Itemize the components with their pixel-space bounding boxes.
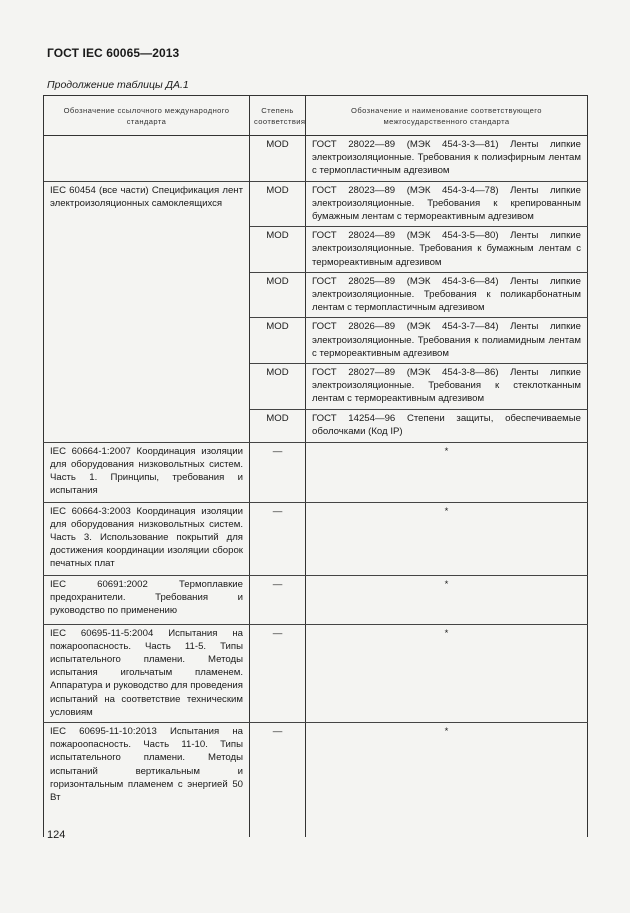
- col-header-degree: Степень соответствия: [250, 96, 306, 136]
- reference-standards-table: [43, 95, 588, 837]
- interstate-standard-cell: *: [306, 442, 588, 502]
- table-row: [44, 575, 588, 624]
- degree-cell: MOD: [250, 318, 306, 364]
- interstate-standard-cell: ГОСТ 28026—89 (МЭК 454-3-7—84) Ленты липкие электроизоляционные. Требования к полиамидным лентам с термореактивным адгезивом: [306, 318, 588, 364]
- table-header-row: [44, 96, 588, 136]
- interstate-standard-cell: ГОСТ 28023—89 (МЭК 454-3-4—78) Ленты липкие электроизоляционные. Требования к крепированным бумажным лентам с термореактивным адгезивом: [306, 181, 588, 227]
- table-row: [44, 442, 588, 502]
- document-title: ГОСТ IEC 60065—2013: [47, 46, 180, 60]
- table-row: [44, 136, 588, 182]
- table-row: [44, 181, 588, 227]
- interstate-standard-cell: ГОСТ 28024—89 (МЭК 454-3-5—80) Ленты липкие электроизоляционные. Требования к бумажным лентам с термореактивным адгезивом: [306, 227, 588, 273]
- intl-standard-cell: IEC 60695-11-10:2013 Испытания на пожароопасность. Часть 11-10. Типы испытательного пламени. Методы испытаний вертикальным и горизонтальным пламенем с энергией 50 Вт: [44, 723, 250, 837]
- table-caption: Продолжение таблицы ДА.1: [47, 79, 189, 91]
- degree-cell: MOD: [250, 181, 306, 227]
- degree-cell: MOD: [250, 227, 306, 273]
- intl-standard-cell: IEC 60695-11-5:2004 Испытания на пожароопасность. Часть 11-5. Типы испытательного пламени. Методы испытания игольчатым пламенем. Аппаратура и руководство для проведения испытаний на соответствие техническим условиям: [44, 624, 250, 722]
- interstate-standard-cell: *: [306, 624, 588, 722]
- intl-standard-cell: [44, 136, 250, 182]
- table-row: [44, 624, 588, 722]
- degree-cell: MOD: [250, 409, 306, 442]
- intl-standard-cell: IEC 60454 (все части) Спецификация лент электроизоляционных самоклеящихся: [44, 181, 250, 442]
- interstate-standard-cell: ГОСТ 28022—89 (МЭК 454-3-3—81) Ленты липкие электроизоляционные. Требования к полиэфирным лентам с термопластичным адгезивом: [306, 136, 588, 182]
- interstate-standard-cell: ГОСТ 28027—89 (МЭК 454-3-8—86) Ленты липкие электроизоляционные. Требования к стеклотканным лентам с термореактивным адгезивом: [306, 364, 588, 410]
- degree-cell: —: [250, 502, 306, 575]
- interstate-standard-cell: ГОСТ 28025—89 (МЭК 454-3-6—84) Ленты липкие электроизоляционные. Требования к поликарбонатным лентам с термопластичным адгезивом: [306, 272, 588, 318]
- interstate-standard-cell: *: [306, 502, 588, 575]
- degree-cell: —: [250, 442, 306, 502]
- table-row: [44, 723, 588, 837]
- table-row: [44, 502, 588, 575]
- degree-cell: —: [250, 723, 306, 837]
- degree-cell: —: [250, 624, 306, 722]
- interstate-standard-cell: ГОСТ 14254—96 Степени защиты, обеспечиваемые оболочками (Код IP): [306, 409, 588, 442]
- intl-standard-cell: IEC 60691:2002 Термоплавкие предохранители. Требования и руководство по применению: [44, 575, 250, 624]
- degree-cell: MOD: [250, 272, 306, 318]
- degree-cell: MOD: [250, 136, 306, 182]
- col-header-interstate-standard: Обозначение и наименование соответствующего межгосударственного стандарта: [306, 96, 588, 136]
- interstate-standard-cell: *: [306, 575, 588, 624]
- degree-cell: MOD: [250, 364, 306, 410]
- intl-standard-cell: IEC 60664-3:2003 Координация изоляции для оборудования низковольтных систем. Часть 3. Использование покрытий для достижения координации изоляции сборок печатных плат: [44, 502, 250, 575]
- page-number: 124: [47, 829, 66, 841]
- degree-cell: —: [250, 575, 306, 624]
- intl-standard-cell: IEC 60664-1:2007 Координация изоляции для оборудования низковольтных систем. Часть 1. Принципы, требования и испытания: [44, 442, 250, 502]
- col-header-intl-standard: Обозначение ссылочного международного стандарта: [44, 96, 250, 136]
- interstate-standard-cell: *: [306, 723, 588, 837]
